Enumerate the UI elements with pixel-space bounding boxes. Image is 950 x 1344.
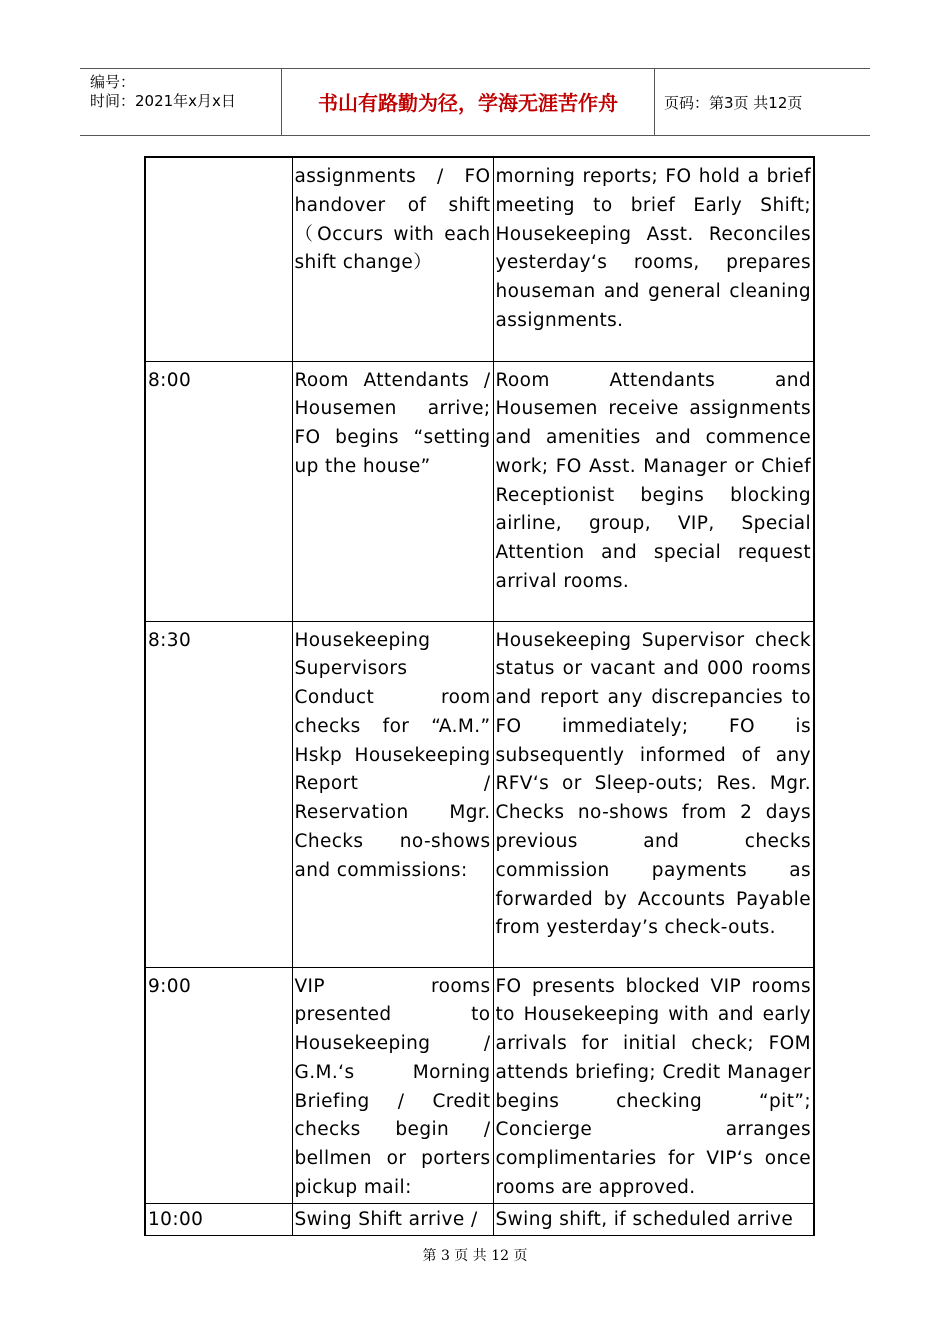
event-cell: Room Attendants / Housemen arrive; FO begins “setting up the house” [292, 361, 493, 621]
page-header [80, 68, 870, 136]
description-cell: FO presents blocked VIP rooms to Housekeeping with and early arrivals for initial check; FOM attends briefing; Credit Manager begins checking “pit”; Concierge arranges complimentaries for VIP‘s once rooms are approved. [493, 967, 814, 1203]
description-cell: Housekeeping Supervisor check status or vacant and 000 rooms and report any discrepancies to FO immediately; FO is subsequently informed of any RFV‘s or Sleep-outs; Res. Mgr. Checks no-shows from 2 days previous and checks commission payments as forwarded by Accounts Payable from yesterday’s check-outs. [493, 621, 814, 967]
document-date-label: 时间：2021年x月x日 [90, 92, 236, 110]
table-row [145, 621, 814, 967]
table-row [145, 361, 814, 621]
table-row [145, 967, 814, 1203]
motto-text: 书山有路勤为径，学海无涯苦作舟 [318, 91, 618, 115]
time-cell: 9:00 [145, 967, 292, 1203]
event-cell: Housekeeping Supervisors Conduct room checks for “A.M.” Hskp Housekeeping Report / Reservation Mgr. Checks no-shows and commissions: [292, 621, 493, 967]
header-meta-cell [80, 69, 281, 135]
event-cell: assignments / FO handover of shift （Occurs with each shift change） [292, 157, 493, 361]
time-cell: 8:30 [145, 621, 292, 967]
header-page-info: 页码：第3页 共12页 [664, 94, 803, 112]
table-row [145, 1203, 814, 1235]
header-motto-cell [281, 69, 655, 135]
time-cell: 8:00 [145, 361, 292, 621]
table-row [145, 157, 814, 361]
page-footer: 第 3 页 共 12 页 [422, 1248, 528, 1264]
event-cell: VIP rooms presented to Housekeeping / G.M.‘s Morning Briefing / Credit checks begin / bellmen or porters pickup mail: [292, 967, 493, 1203]
description-cell: Swing shift, if scheduled arrive [493, 1203, 814, 1235]
schedule-table [144, 156, 815, 1236]
time-cell [145, 157, 292, 361]
description-cell: morning reports; FO hold a brief meeting to brief Early Shift; Housekeeping Asst. Reconciles yesterday‘s rooms, prepares houseman and general cleaning assignments. [493, 157, 814, 361]
document-number-label: 编号： [90, 73, 136, 91]
event-cell: Swing Shift arrive / [292, 1203, 493, 1235]
description-cell: Room Attendants and Housemen receive assignments and amenities and commence work; FO Asst. Manager or Chief Receptionist begins blocking airline, group, VIP, Special Attention and special request arrival rooms. [493, 361, 814, 621]
time-cell: 10:00 [145, 1203, 292, 1235]
header-page-cell [655, 69, 870, 135]
